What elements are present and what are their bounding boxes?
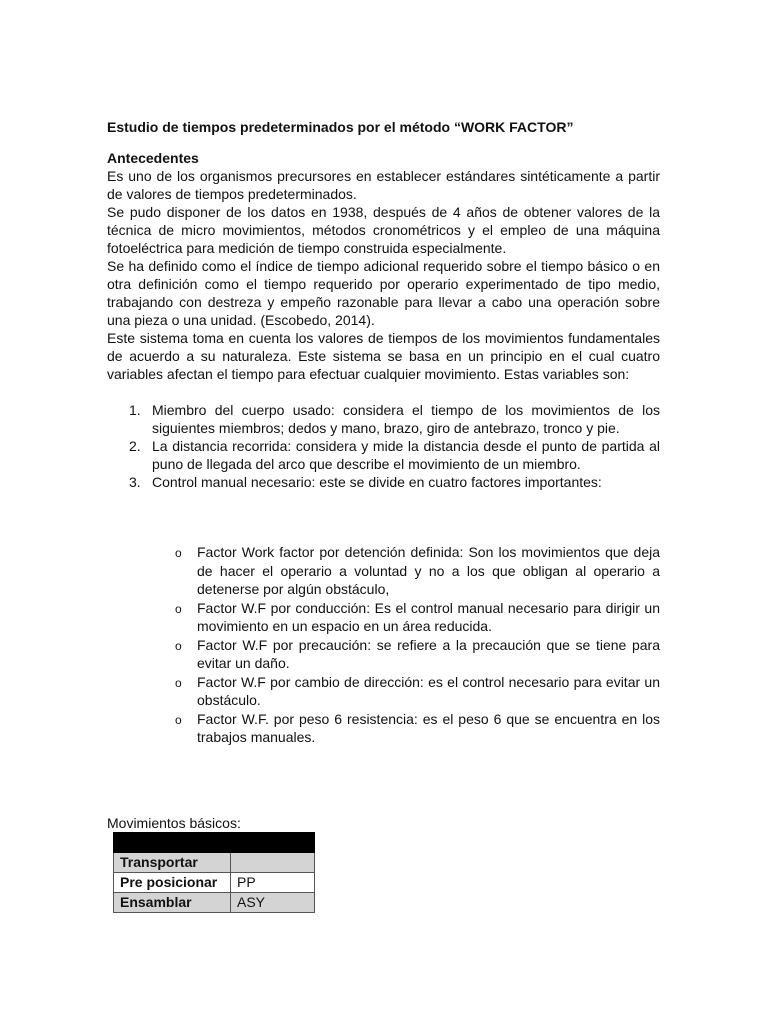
table-row [114, 893, 315, 913]
table-row [114, 853, 315, 873]
list-item-text: Factor Work factor por detención definida: Son los movimientos que deja de hacer el operario a voluntad y no a los que obligan al operario a detenerse por algún obstáculo, [197, 544, 660, 597]
basic-movements-table [113, 832, 315, 913]
circle-bullet-icon: o [175, 546, 182, 560]
list-number: 1. [129, 402, 141, 418]
paragraph: Se ha definido como el índice de tiempo adicional requerido sobre el tiempo básico o en otra definición como el tiempo requerido por operario experimentado de tipo medio, trabajando con destreza y empeño razonable para llevar a cabo una operación sobre una pieza o una unidad. (Escobedo, 2014). [107, 258, 660, 328]
circle-bullet-icon: o [175, 601, 182, 616]
movement-code-cell: ASY [231, 893, 315, 913]
circle-bullet-icon: o [175, 712, 182, 727]
movement-name-cell: Transportar [114, 853, 231, 873]
list-item [107, 710, 660, 747]
table-cell [114, 833, 231, 853]
list-item [107, 437, 660, 473]
paragraph: Se pudo disponer de los datos en 1938, después de 4 años de obtener valores de la técnica de micro movimientos, métodos cronométricos y el empleo de una máquina fotoeléctrica para medición de tiempo construida especialmente. [107, 204, 660, 256]
list-number: 2. [129, 438, 141, 454]
list-item [107, 599, 660, 636]
paragraph: Este sistema toma en cuenta los valores de tiempos de los movimientos fundamentales de acuerdo a su naturaleza. Este sistema se basa en un principio en el cual cuatro variables afectan el tiempo para efectuar cualquier movimiento. Estas variables son: [107, 330, 660, 382]
paragraph: Es uno de los organismos precursores en establecer estándares sintéticamente a partir de valores de tiempos predeterminados. [107, 168, 660, 202]
movement-name-cell: Pre posicionar [114, 873, 231, 893]
table-cell [231, 833, 315, 853]
document-body [107, 118, 660, 747]
list-item-text: Factor W.F por precaución: se refiere a la precaución que se tiene para evitar un daño. [197, 636, 660, 671]
list-item [107, 401, 660, 437]
list-item [107, 636, 660, 673]
list-item-text: Factor W.F por cambio de dirección: es el control necesario para evitar un obstáculo. [197, 673, 660, 708]
table-row [114, 873, 315, 893]
document-title: Estudio de tiempos predeterminados por el método “WORK FACTOR” [107, 119, 574, 135]
list-item [107, 543, 660, 599]
list-item [107, 473, 660, 491]
list-item-text: Factor W.F. por peso 6 resistencia: es el peso 6 que se encuentra en los trabajos manuales. [197, 710, 660, 745]
section-heading: Antecedentes [107, 150, 199, 166]
movement-name-cell: Ensamblar [114, 893, 231, 913]
factors-list [107, 543, 660, 747]
movement-code-cell [231, 853, 315, 873]
list-item-text: Factor W.F por conducción: Es el control manual necesario para dirigir un movimiento en un espacio en un área reducida. [197, 599, 660, 634]
circle-bullet-icon: o [175, 675, 182, 690]
circle-bullet-icon: o [175, 638, 182, 653]
list-item-text: Miembro del cuerpo usado: considera el tiempo de los movimientos de los siguientes miembros; dedos y mano, brazo, giro de antebrazo, tronco y pie. [152, 402, 660, 436]
table-header-row [114, 833, 315, 853]
list-number: 3. [129, 474, 141, 490]
movement-code-cell: PP [231, 873, 315, 893]
basic-movements-label: Movimientos básicos: [107, 815, 241, 831]
variables-list [107, 401, 660, 491]
list-item-text: La distancia recorrida: considera y mide la distancia desde el punto de partida al puno de llegada del arco que describe el movimiento de un miembro. [152, 438, 660, 472]
list-item [107, 673, 660, 710]
list-item-text: Control manual necesario: este se divide en cuatro factores importantes: [152, 474, 602, 490]
